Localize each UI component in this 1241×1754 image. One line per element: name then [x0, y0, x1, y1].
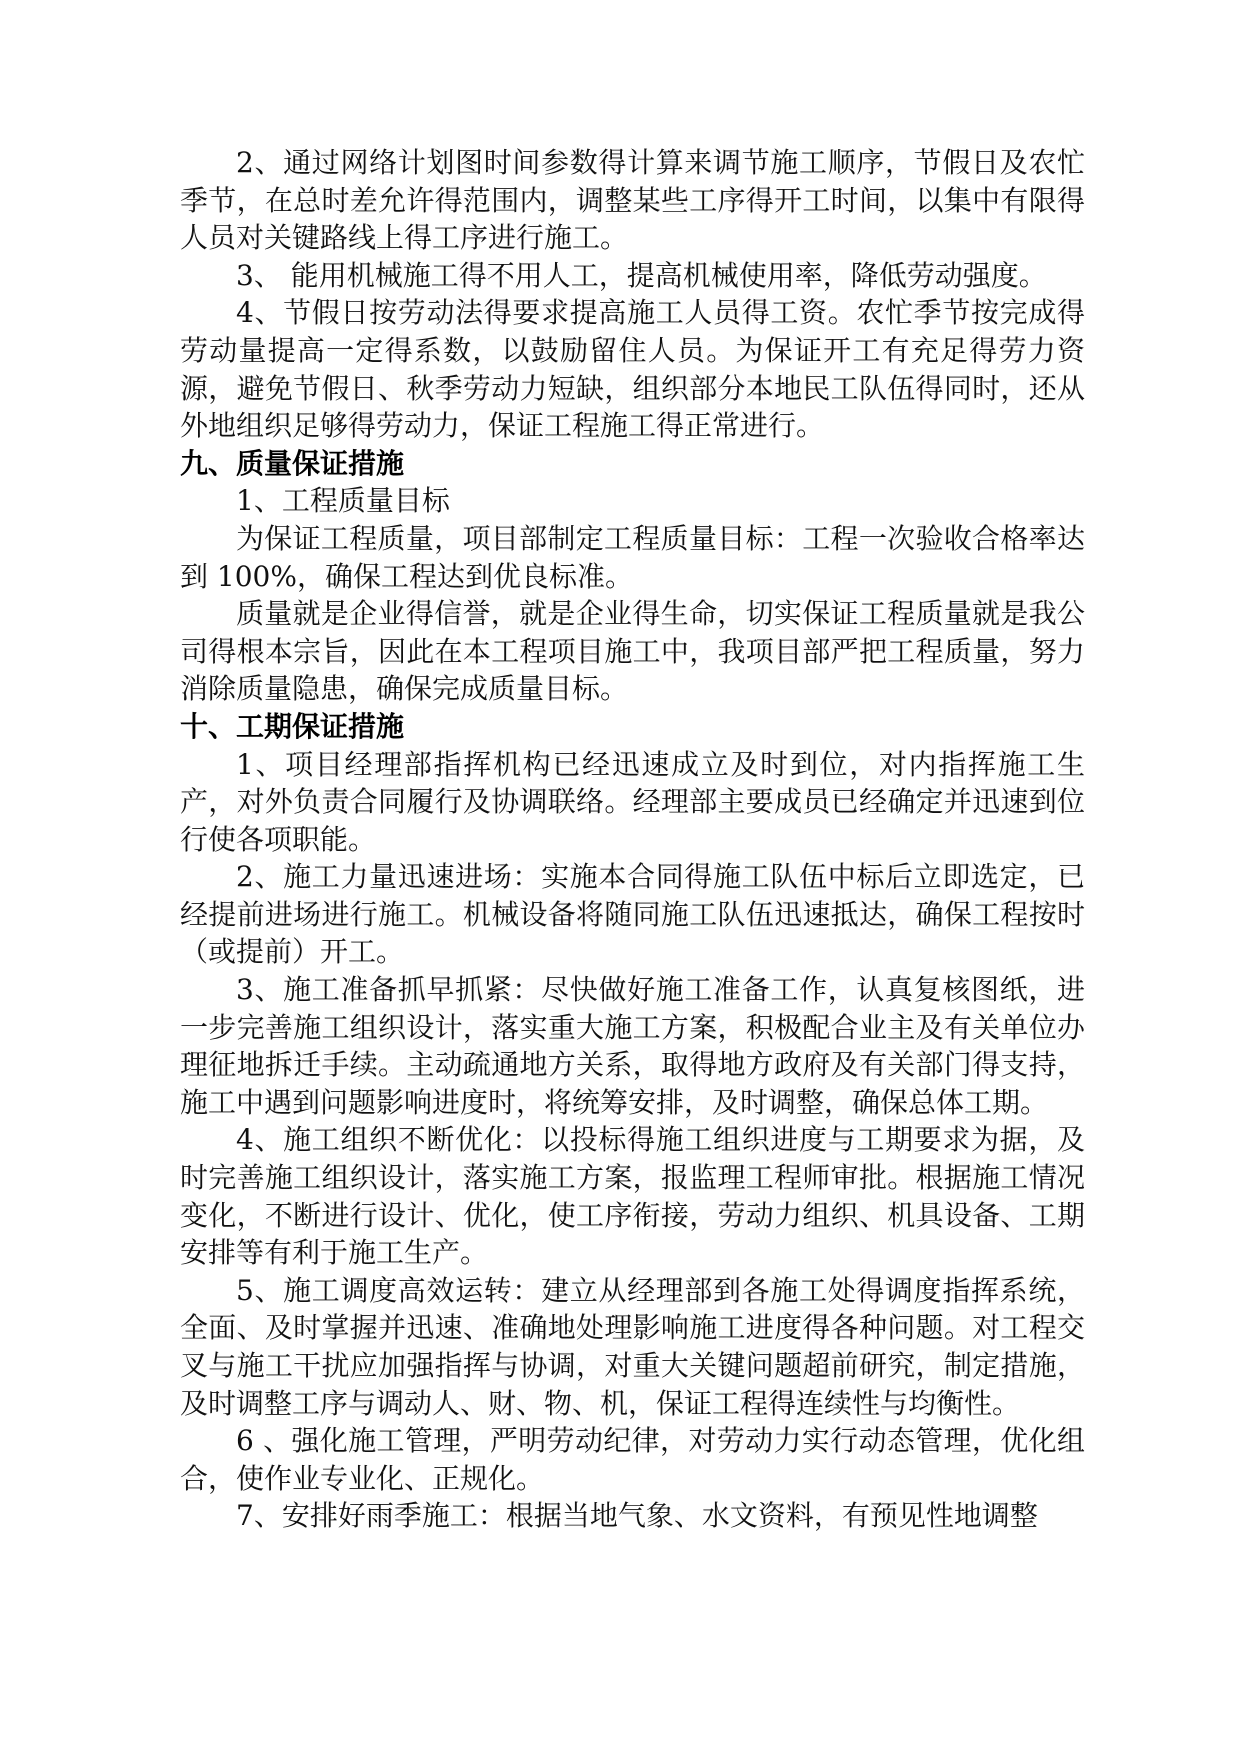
section-heading-schedule: 十、工期保证措施 [180, 709, 405, 743]
paragraph-dispatch-operation: 5、施工调度高效运转：建立从经理部到各施工处得调度指挥系统，全面、及时掌握并迅速、准确地处理影响施工进度得各种问题。对工程交叉与施工干扰应加强指挥与协调，对重大关键问题超前研究，制定措施，及时调整工序与调动人、财、物、机，保证工程得连续性与均衡性。 [180, 1273, 1085, 1420]
document-body [180, 144, 1085, 1535]
paragraph-quality-reputation: 质量就是企业得信誉，就是企业得生命，切实保证工程质量就是我公司得根本宗旨，因此在本工程项目施工中，我项目部严把工程质量，努力消除质量隐患，确保完成质量目标。 [180, 597, 1085, 706]
paragraph-holiday-wages: 4、节假日按劳动法得要求提高施工人员得工资。农忙季节按完成得劳动量提高一定得系数，以鼓励留住人员。为保证开工有充足得劳力资源，避免节假日、秋季劳动力短缺，组织部分本地民工队伍得同时，还从外地组织足够得劳动力，保证工程施工得正常进行。 [180, 296, 1085, 443]
paragraph-construction-preparation: 3、施工准备抓早抓紧：尽快做好施工准备工作，认真复核图纸，进一步完善施工组织设计，落实重大施工方案，积极配合业主及有关单位办理征地拆迁手续。主动疏通地方关系，取得地方政府及有关部门得支持，施工中遇到问题影响进度时，将统筹安排，及时调整，确保总体工期。 [180, 973, 1085, 1119]
section-heading-quality: 九、质量保证措施 [180, 446, 405, 480]
paragraph-project-department: 1、项目经理部指挥机构已经迅速成立及时到位，对内指挥施工生产，对外负责合同履行及协调联络。经理部主要成员已经确定并迅速到位行使各项职能。 [180, 747, 1085, 856]
paragraph-adjust-sequence: 2、通过网络计划图时间参数得计算来调节施工顺序，节假日及农忙季节，在总时差允许得范围内，调整某些工序得开工时间，以集中有限得人员对关键路线上得工序进行施工。 [180, 146, 1085, 255]
paragraph-organization-optimization: 4、施工组织不断优化：以投标得施工组织进度与工期要求为据，及时完善施工组织设计，落实施工方案，报监理工程师审批。根据施工情况变化，不断进行设计、优化，使工序衔接，劳动力组织、机具设备、工期安排等有利于施工生产。 [180, 1123, 1085, 1270]
paragraph-quality-target: 为保证工程质量，项目部制定工程质量目标：工程一次验收合格率达到 100%，确保工程达到优良标准。 [180, 521, 1085, 593]
paragraph-mechanization: 3、 能用机械施工得不用人工，提高机械使用率，降低劳动强度。 [236, 258, 1047, 292]
paragraph-rainy-season: 7、安排好雨季施工：根据当地气象、水文资料，有预见性地调整 [236, 1499, 1038, 1533]
paragraph-construction-management: 6 、强化施工管理，严明劳动纪律，对劳动力实行动态管理，优化组合，使作业专业化、正规化。 [180, 1424, 1085, 1495]
paragraph-workforce-entry: 2、施工力量迅速进场：实施本合同得施工队伍中标后立即选定，已经提前进场进行施工。机械设备将随同施工队伍迅速抵达，确保工程按时（或提前）开工。 [180, 860, 1085, 969]
subheading-quality-target: 1、工程质量目标 [236, 484, 450, 518]
